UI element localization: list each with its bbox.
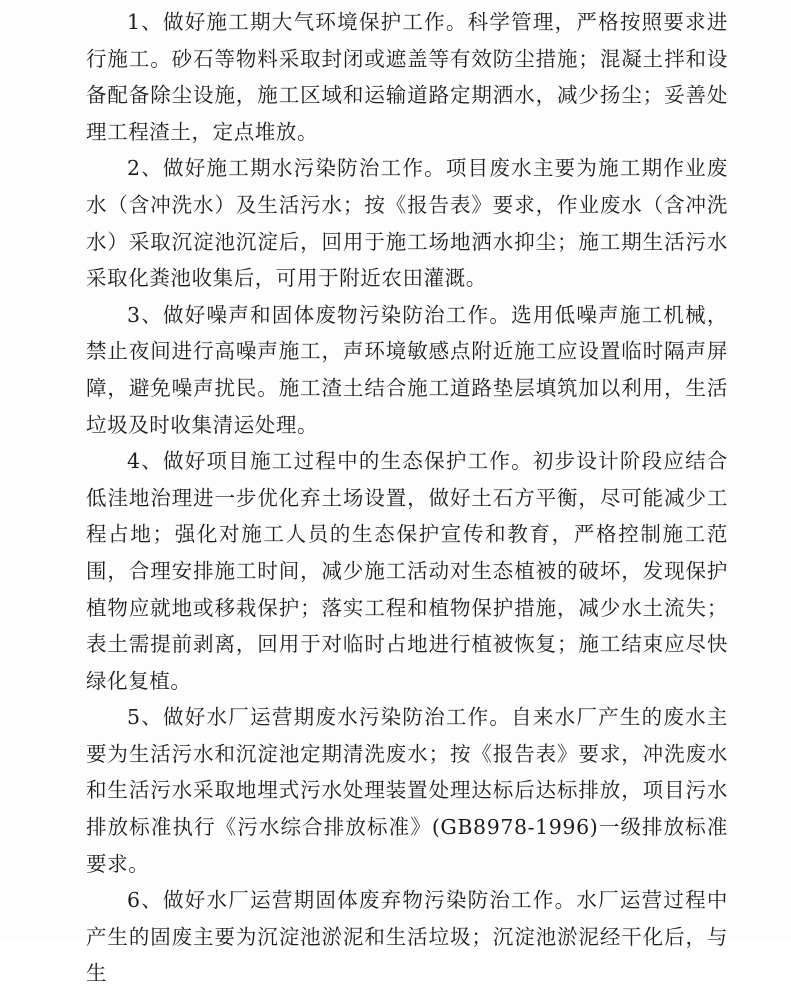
paragraph-2: 2、做好施工期水污染防治工作。项目废水主要为施工期作业废水（含冲洗水）及生活污水；按《报告表》要求，作业废水（含冲洗水）采取沉淀池沉淀后，回用于施工场地洒水抑尘；施工期生活污水采取化粪池收集后，可用于附近农田灌溉。 (86, 156, 728, 291)
document-body (86, 4, 728, 992)
paragraph-3: 3、做好噪声和固体废物污染防治工作。选用低噪声施工机械，禁止夜间进行高噪声施工，声环境敏感点附近施工应设置临时隔声屏障，避免噪声扰民。施工渣土结合施工道路垫层填筑加以利用，生活垃圾及时收集清运处理。 (86, 302, 728, 437)
paragraph-5: 5、做好水厂运营期废水污染防治工作。自来水厂产生的废水主要为生活污水和沉淀池定期清洗废水；按《报告表》要求，冲洗废水和生活污水采取地埋式污水处理装置处理达标后达标排放，项目污水排放标准执行《污水综合排放标准》(GB8978-1996)一级排放标准要求。 (86, 705, 728, 876)
paragraph-6: 6、做好水厂运营期固体废弃物污染防治工作。水厂运营过程中产生的固废主要为沉淀池淤泥和生活垃圾；沉淀池淤泥经干化后，与生 (86, 888, 728, 986)
paragraph-1: 1、做好施工期大气环境保护工作。科学管理，严格按照要求进行施工。砂石等物料采取封闭或遮盖等有效防尘措施；混凝土拌和设备配备除尘设施，施工区域和运输道路定期洒水，减少扬尘；妥善处理工程渣土，定点堆放。 (86, 10, 728, 144)
paragraph-4: 4、做好项目施工过程中的生态保护工作。初步设计阶段应结合低洼地治理进一步优化弃土场设置，做好土石方平衡，尽可能减少工程占地；强化对施工人员的生态保护宣传和教育，严格控制施工范围，合理安排施工时间，减少施工活动对生态植被的破坏，发现保护植物应就地或移栽保护；落实工程和植物保护措施，减少水土流失；表土需提前剥离，回用于对临时占地进行植被恢复；施工结束应尽快绿化复植。 (86, 449, 728, 693)
